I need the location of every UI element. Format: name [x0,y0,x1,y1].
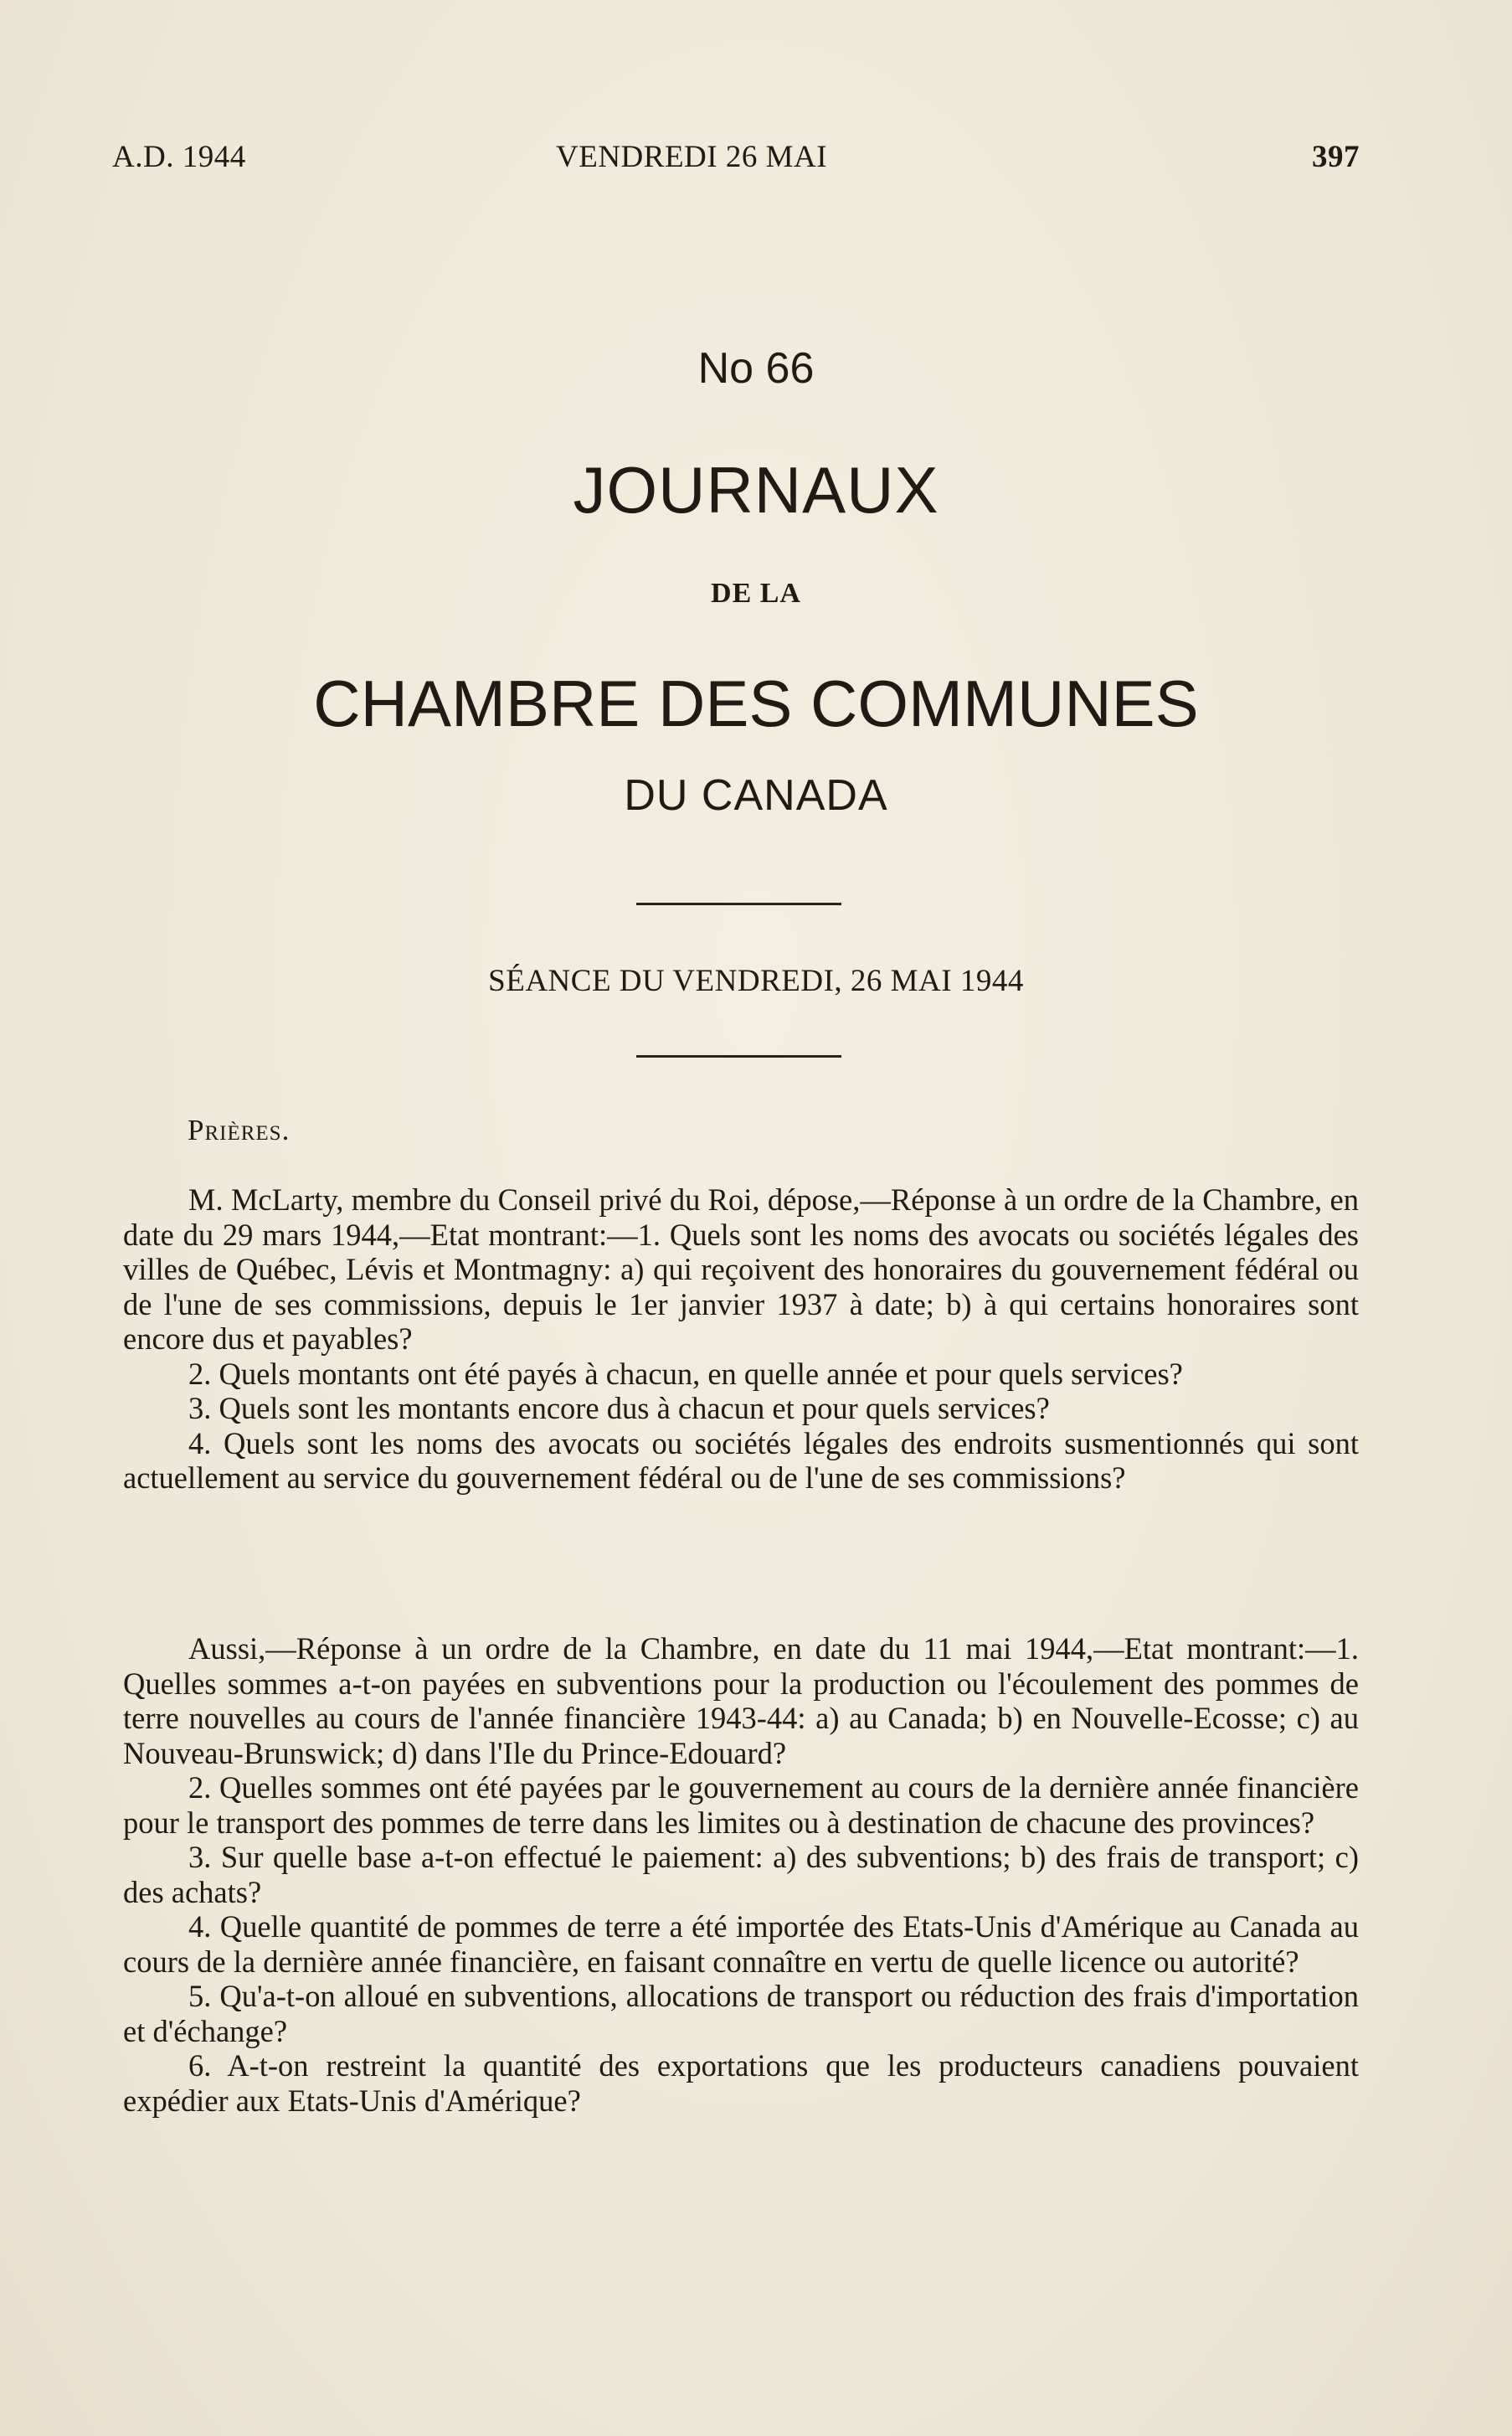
body-paragraph: 3. Sur quelle base a-t-on effectué le paiement: a) des subventions; b) des frais de transport; c) des achats? [123,1840,1359,1909]
prayers-heading: Prières. [188,1114,291,1146]
body-paragraph: 3. Quels sont les montants encore dus à chacun et pour quels services? [188,1391,1050,1425]
header-year: A.D. 1944 [112,140,246,174]
issue-number: No 66 [697,344,815,393]
body-paragraph: 2. Quels montants ont été payés à chacun, en quelle année et pour quels services? [188,1356,1183,1391]
page-number: 397 [1312,140,1360,174]
body-paragraph: 2. Quelles sommes ont été payées par le gouvernement au cours de la dernière année financière pour le transport des pommes de terre dans les limites ou à destination de chacune des provinces? [123,1770,1359,1840]
body-paragraph: 5. Qu'a-t-on alloué en subventions, allocations de transport ou réduction des frais d'importation et d'échange? [123,1979,1359,2048]
country-title: DU CANADA [624,771,888,820]
body-paragraph: 4. Quelle quantité de pommes de terre a été importée des Etats-Unis d'Amérique au Canada au cours de la dernière année financière, en faisant connaître en vertu de quelle licence ou autorité? [123,1909,1359,1979]
divider-rule [636,903,841,905]
body-paragraph: 4. Quels sont les noms des avocats ou sociétés légales des endroits susmentionnés qui sont actuellement au service du gouvernement fédéral ou de l'une de ses commissions? [123,1425,1359,1495]
title-de-la: DE LA [711,578,801,609]
order-response-mclarty [123,1182,1359,1496]
body-paragraph: M. McLarty, membre du Conseil privé du Roi, dépose,—Réponse à un ordre de la Chambre, en date du 29 mars 1944,—Etat montrant:—1. Quels sont les noms des avocats ou sociétés légales des villes de Québec, Lévis et Montmagny: a) qui reçoivent des honoraires du gouvernement fédéral ou de l'une de ses commissions, depuis le 1er janvier 1937 à date; b) à qui certains honoraires sont encore dus et payables? [123,1182,1359,1356]
header-date: VENDREDI 26 MAI [556,140,828,174]
journal-title: JOURNAUX [573,453,939,527]
body-paragraph: Aussi,—Réponse à un ordre de la Chambre, en date du 11 mai 1944,—Etat montrant:—1. Quelles sommes a-t-on payées en subventions pour la production ou l'écoulement des pommes de terre nouvelles au cours de l'année financière 1943-44: a) au Canada; b) en Nouvelle-Ecosse; c) au Nouveau-Brunswick; d) dans l'Ile du Prince-Edouard? [123,1631,1359,1770]
running-head [112,139,1360,176]
chamber-title: CHAMBRE DES COMMUNES [313,667,1199,740]
order-response-aussi [123,1631,1359,2118]
divider-rule [636,1055,841,1058]
body-paragraph: 6. A-t-on restreint la quantité des exportations que les producteurs canadiens pouvaient expédier aux Etats-Unis d'Amérique? [123,2048,1359,2118]
sitting-heading: SÉANCE DU VENDREDI, 26 MAI 1944 [488,964,1024,998]
